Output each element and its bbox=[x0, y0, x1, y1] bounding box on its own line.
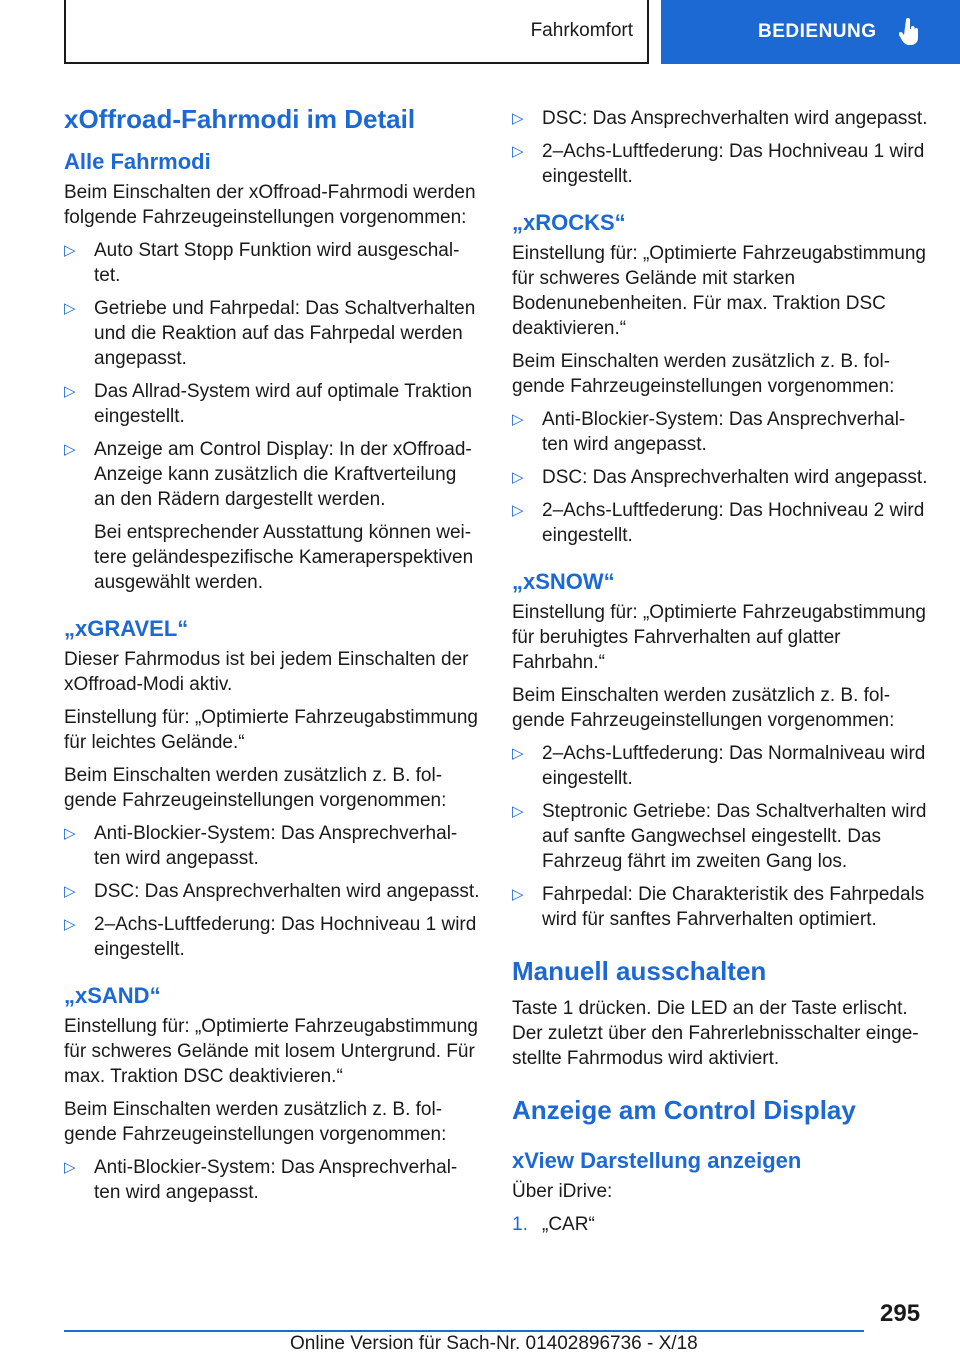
alle-list bbox=[64, 238, 482, 512]
section-title: Fahrkomfort bbox=[530, 20, 633, 41]
list-item: ▷ DSC: Das Ansprechverhalten wird angepasst. bbox=[64, 881, 480, 902]
chapter-title: BEDIENUNG bbox=[758, 21, 877, 42]
heading-xrocks: „xROCKS“ bbox=[512, 210, 626, 235]
triangle-bullet-icon: ▷ bbox=[512, 411, 524, 428]
rocks-p1: Einstellung für: „Optimierte Fahrzeugabstimmung für schweres Gelände mit starken Bodenunebenheiten. Für max. Traktion DSC deaktivieren.“ bbox=[512, 243, 926, 339]
alle-subnote: Bei entsprechender Ausstattung können wei-tere geländespezifische Kameraperspektiven ausgewählt werden. bbox=[94, 522, 474, 593]
list-item: ▷ 2–Achs-Luftfederung: Das Hochniveau 1 wird eingestellt. bbox=[512, 141, 925, 187]
heading-xview: xView Darstellung anzeigen bbox=[512, 1148, 802, 1173]
gravel-p2: Einstellung für: „Optimierte Fahrzeugabstimmung für leichtes Gelände.“ bbox=[64, 707, 478, 753]
gravel-list bbox=[64, 821, 482, 962]
alle-intro: Beim Einschalten der xOffroad-Fahrmodi werden folgende Fahrzeugeinstellungen vorgenommen: bbox=[64, 182, 476, 228]
header-section bbox=[64, 0, 649, 64]
list-item: ▷ DSC: Das Ansprechverhalten wird angepasst. bbox=[512, 467, 928, 488]
heading-xsnow: „xSNOW“ bbox=[512, 569, 615, 594]
rocks-list bbox=[512, 407, 930, 548]
heading-xsand: „xSAND“ bbox=[64, 983, 161, 1008]
step-number: 1. bbox=[512, 1214, 528, 1235]
list-item: ▷ DSC: Das Ansprechverhalten wird angepasst. bbox=[512, 108, 928, 129]
triangle-bullet-icon: ▷ bbox=[64, 383, 76, 400]
header-chapter bbox=[661, 0, 960, 64]
page-title: xOffroad-Fahrmodi im Detail bbox=[64, 104, 416, 134]
list-item: ▷ 2–Achs-Luftfederung: Das Hochniveau 1 wird eingestellt. bbox=[64, 914, 477, 960]
list-item: ▷ Das Allrad-System wird auf optimale Traktion eingestellt. bbox=[64, 381, 473, 427]
xview-p1: Über iDrive: bbox=[512, 1181, 613, 1202]
triangle-bullet-icon: ▷ bbox=[64, 825, 76, 842]
sand-p2: Beim Einschalten werden zusätzlich z. B. fol-gende Fahrzeugeinstellungen vorgenommen: bbox=[64, 1099, 447, 1145]
list-item: ▷ Auto Start Stopp Funktion wird ausgeschal-tet. bbox=[64, 240, 460, 286]
triangle-bullet-icon: ▷ bbox=[64, 300, 76, 317]
snow-p2: Beim Einschalten werden zusätzlich z. B. fol-gende Fahrzeugeinstellungen vorgenommen: bbox=[512, 685, 895, 731]
page-number: 295 bbox=[880, 1300, 921, 1327]
pointing-hand-icon bbox=[899, 18, 921, 46]
list-item: ▷ Anti-Blockier-System: Das Ansprechverhal-ten wird angepasst. bbox=[512, 409, 906, 455]
triangle-bullet-icon: ▷ bbox=[64, 441, 76, 458]
footer-text: Online Version für Sach-Nr. 01402896736 - X/18 bbox=[290, 1333, 698, 1354]
gravel-p3: Beim Einschalten werden zusätzlich z. B. fol-gende Fahrzeugeinstellungen vorgenommen: bbox=[64, 765, 447, 811]
list-item: ▷ Anzeige am Control Display: In der xOffroad-Anzeige kann zusätzlich die Kraftverteilung an den Rädern dargestellt werden. bbox=[64, 439, 472, 510]
step-item: 1. „CAR“ bbox=[512, 1214, 595, 1235]
right-column bbox=[512, 100, 930, 1245]
heading-manuell-ausschalten: Manuell ausschalten bbox=[512, 956, 767, 986]
heading-anzeige-control-display: Anzeige am Control Display bbox=[512, 1095, 856, 1125]
snow-p1: Einstellung für: „Optimierte Fahrzeugabstimmung für beruhigtes Fahrverhalten auf glatter Fahrbahn.“ bbox=[512, 602, 926, 673]
heading-alle-fahrmodi: Alle Fahrmodi bbox=[64, 149, 211, 174]
triangle-bullet-icon: ▷ bbox=[512, 143, 524, 160]
rocks-p2: Beim Einschalten werden zusätzlich z. B. fol-gende Fahrzeugeinstellungen vorgenommen: bbox=[512, 351, 895, 397]
gravel-p1: Dieser Fahrmodus ist bei jedem Einschalten der xOffroad-Modi aktiv. bbox=[64, 649, 469, 695]
list-item: ▷ 2–Achs-Luftfederung: Das Normalniveau wird eingestellt. bbox=[512, 743, 926, 789]
triangle-bullet-icon: ▷ bbox=[64, 916, 76, 933]
sand-list-continued bbox=[512, 106, 930, 189]
list-item: ▷ Anti-Blockier-System: Das Ansprechverhal-ten wird angepasst. bbox=[64, 823, 458, 869]
triangle-bullet-icon: ▷ bbox=[512, 469, 524, 486]
list-item: ▷ Fahrpedal: Die Charakteristik des Fahrpedals wird für sanftes Fahrverhalten optimiert. bbox=[512, 884, 925, 930]
triangle-bullet-icon: ▷ bbox=[512, 502, 524, 519]
left-column bbox=[64, 100, 482, 1213]
manuell-p1: Taste 1 drücken. Die LED an der Taste erlischt. Der zuletzt über den Fahrerlebnisschalter einge-stellte Fahrmodus wird aktiviert. bbox=[512, 998, 919, 1069]
footer-divider bbox=[64, 1330, 864, 1332]
triangle-bullet-icon: ▷ bbox=[512, 110, 524, 127]
triangle-bullet-icon: ▷ bbox=[64, 883, 76, 900]
heading-xgravel: „xGRAVEL“ bbox=[64, 616, 189, 641]
xview-steps bbox=[512, 1212, 930, 1237]
snow-list bbox=[512, 741, 930, 932]
triangle-bullet-icon: ▷ bbox=[512, 745, 524, 762]
sand-list bbox=[64, 1155, 482, 1205]
triangle-bullet-icon: ▷ bbox=[512, 886, 524, 903]
list-item: ▷ Anti-Blockier-System: Das Ansprechverhal-ten wird angepasst. bbox=[64, 1157, 458, 1203]
list-item: ▷ Steptronic Getriebe: Das Schaltverhalten wird auf sanfte Gangwechsel eingestellt. Das Fahrzeug fährt im zweiten Gang los. bbox=[512, 801, 927, 872]
list-item: ▷ 2–Achs-Luftfederung: Das Hochniveau 2 wird eingestellt. bbox=[512, 500, 925, 546]
triangle-bullet-icon: ▷ bbox=[64, 1159, 76, 1176]
list-item: ▷ Getriebe und Fahrpedal: Das Schaltverhalten und die Reaktion auf das Fahrpedal werden angepasst. bbox=[64, 298, 476, 369]
triangle-bullet-icon: ▷ bbox=[512, 803, 524, 820]
triangle-bullet-icon: ▷ bbox=[64, 242, 76, 259]
sand-p1: Einstellung für: „Optimierte Fahrzeugabstimmung für schweres Gelände mit losem Untergrund. Für max. Traktion DSC deaktivieren.“ bbox=[64, 1016, 478, 1087]
